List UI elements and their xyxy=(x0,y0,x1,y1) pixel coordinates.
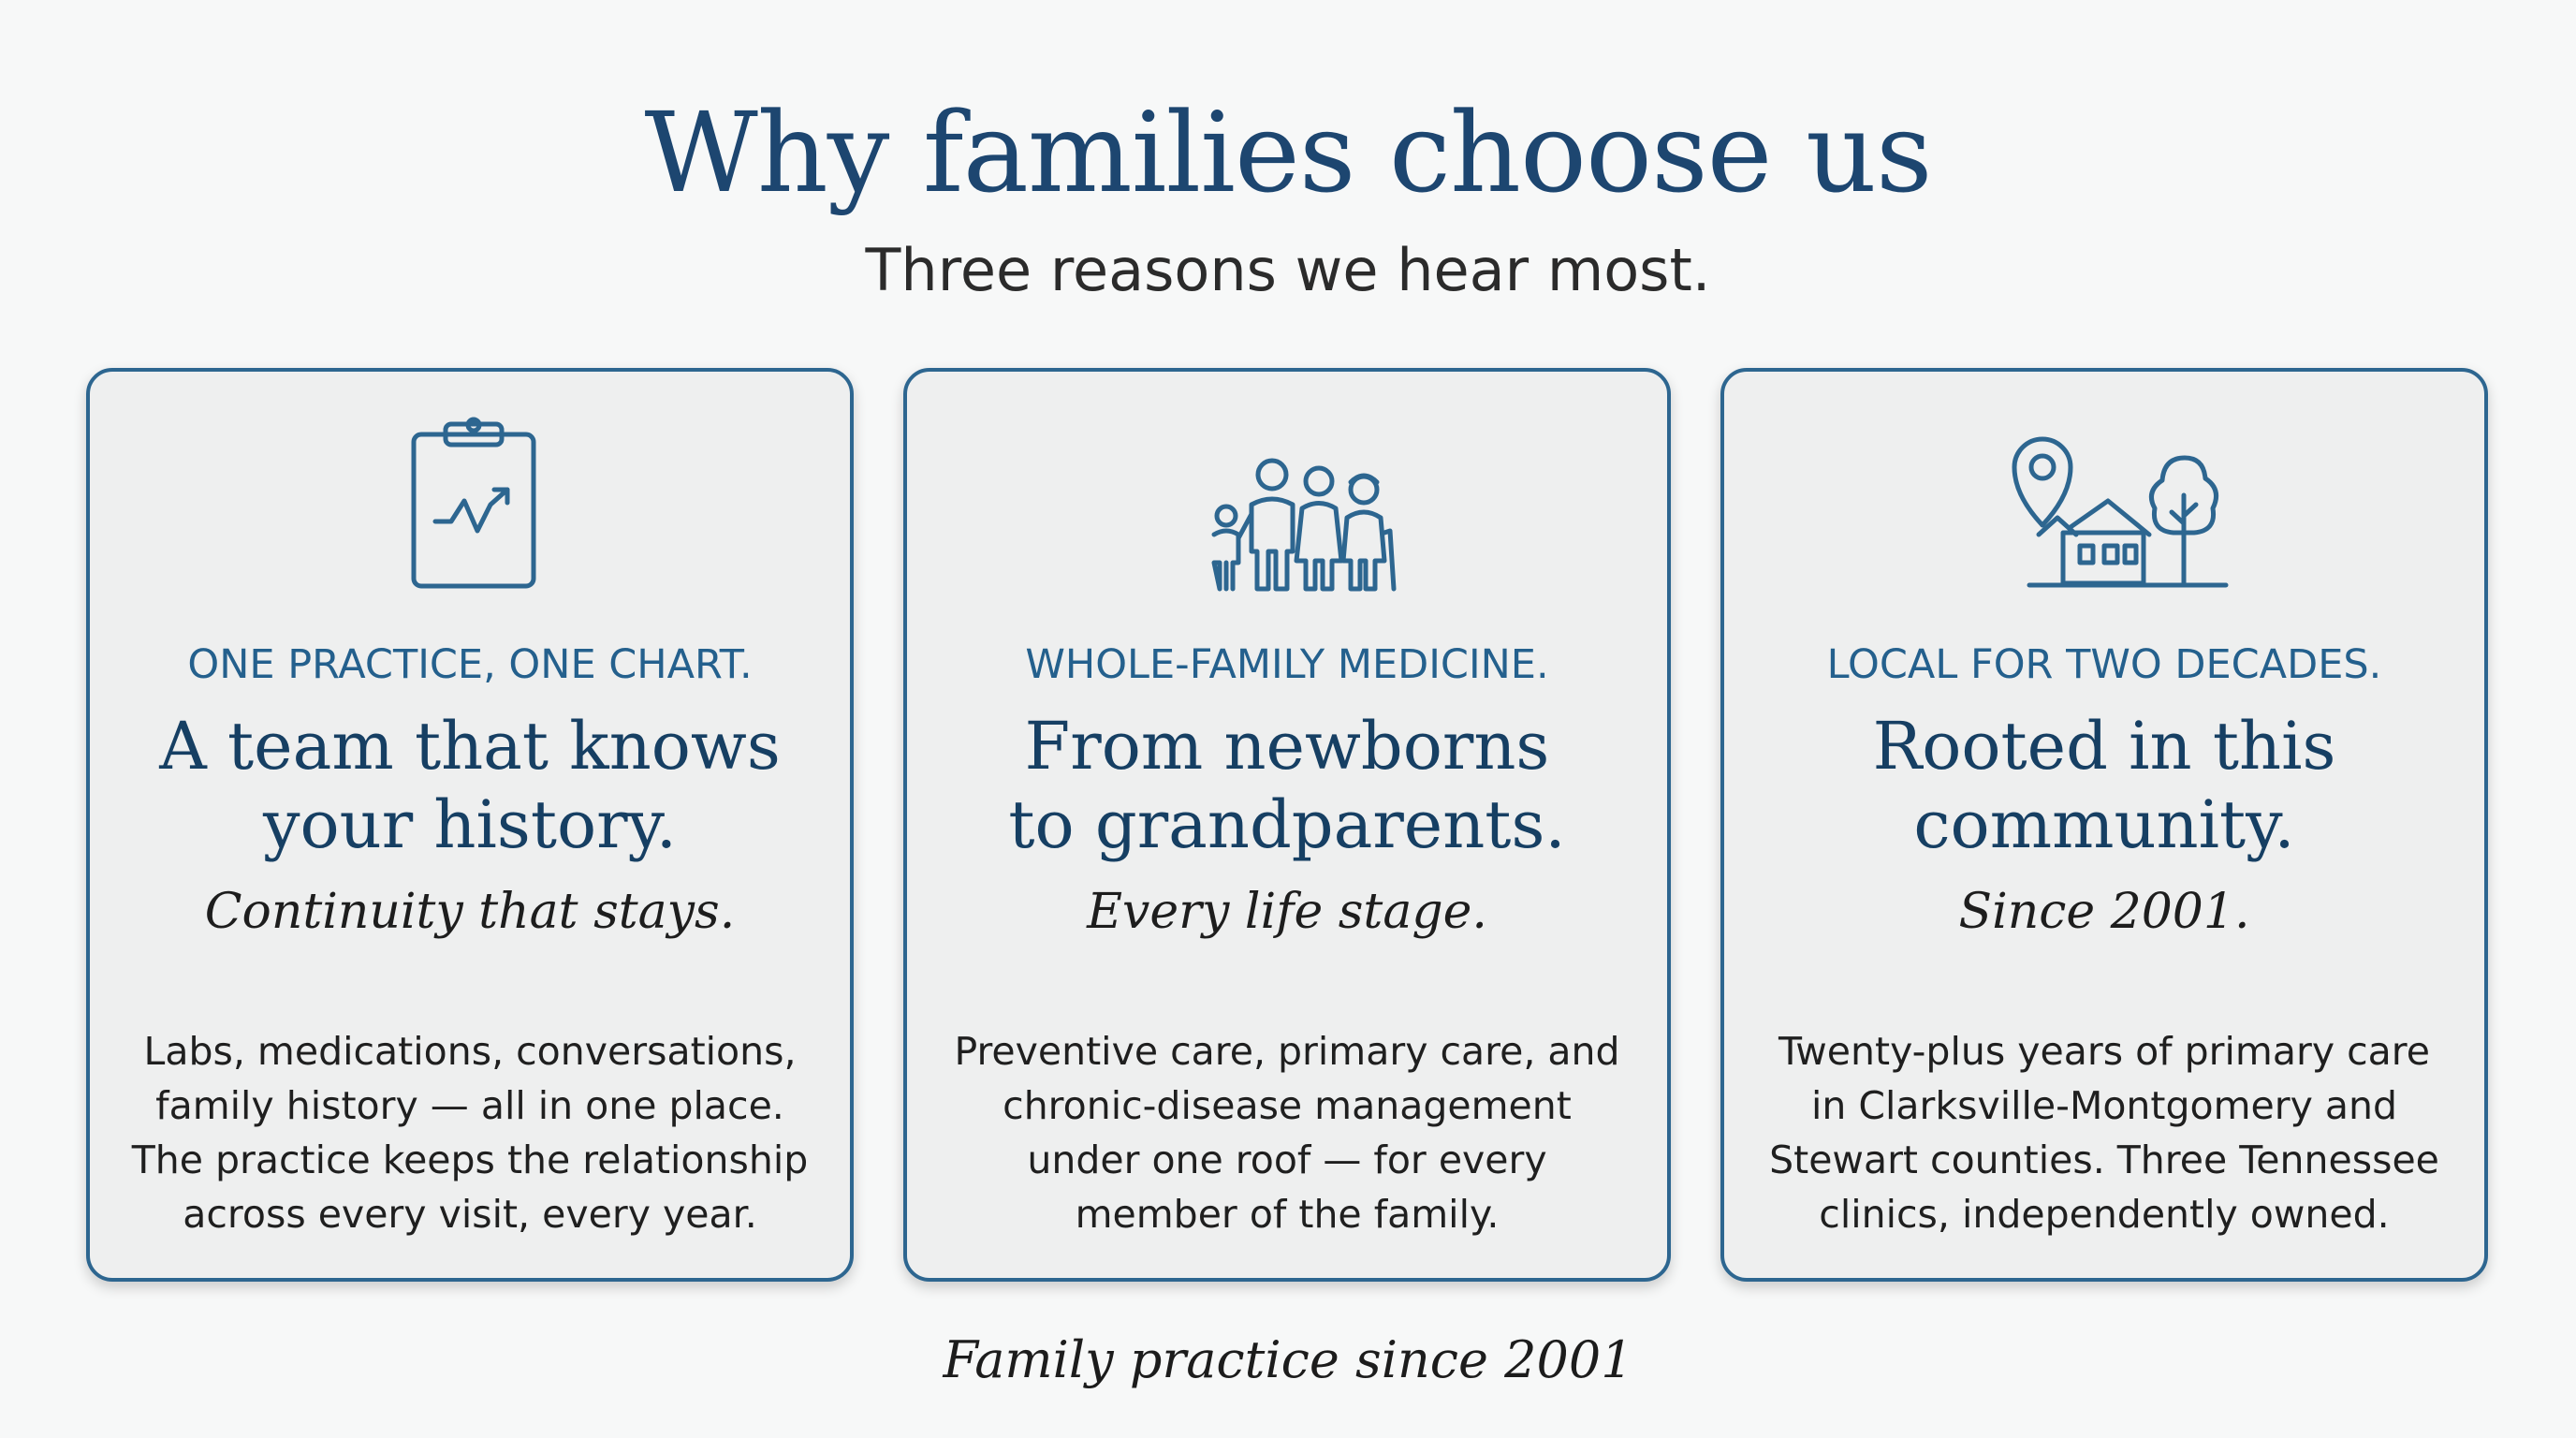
card-body xyxy=(90,1024,850,1241)
card-body xyxy=(1724,1024,2484,1241)
card-body-line: Labs, medications, conversations, xyxy=(143,1029,797,1074)
card-heading-line: to grandparents. xyxy=(1008,786,1566,863)
page-subtitle: Three reasons we hear most. xyxy=(865,236,1711,304)
family-icon xyxy=(1150,411,1431,598)
card-heading xyxy=(90,707,850,864)
card-heading xyxy=(907,707,1667,864)
card-body-line: The practice keeps the relationship xyxy=(131,1137,809,1182)
card-body-line: across every visit, every year. xyxy=(183,1192,757,1237)
card-heading-line: A team that knows xyxy=(159,708,781,785)
clipboard-chart-icon xyxy=(333,411,614,598)
location-house-tree-icon xyxy=(1968,411,2248,598)
footer-note: Family practice since 2001 xyxy=(943,1330,1633,1389)
card-heading-line: From newborns xyxy=(1024,708,1550,785)
card-body-line: Stewart counties. Three Tennessee xyxy=(1769,1137,2439,1182)
card-body-line: family history — all in one place. xyxy=(155,1083,784,1128)
card-body-line: Twenty-plus years of primary care xyxy=(1778,1029,2430,1074)
card-kicker: LOCAL FOR TWO DECADES. xyxy=(1826,641,2382,688)
page-title: Why families choose us xyxy=(644,88,1932,217)
card-heading-line: Rooted in this xyxy=(1872,708,2336,785)
card-body-line: under one roof — for every xyxy=(1027,1137,1547,1182)
card-continuity xyxy=(86,368,854,1282)
card-body xyxy=(907,1024,1667,1241)
card-tagline: Every life stage. xyxy=(1087,884,1487,940)
card-body-line: chronic-disease management xyxy=(1003,1083,1572,1128)
card-kicker: ONE PRACTICE, ONE CHART. xyxy=(187,641,753,688)
card-body-line: Preventive care, primary care, and xyxy=(954,1029,1620,1074)
card-tagline: Since 2001. xyxy=(1958,884,2250,940)
card-heading-line: your history. xyxy=(262,786,678,863)
card-whole-family xyxy=(903,368,1671,1282)
card-kicker: WHOLE-FAMILY MEDICINE. xyxy=(1025,641,1549,688)
card-body-line: clinics, independently owned. xyxy=(1819,1192,2390,1237)
card-tagline: Continuity that stays. xyxy=(204,884,736,940)
card-heading-line: community. xyxy=(1913,786,2295,863)
card-heading xyxy=(1724,707,2484,864)
card-local xyxy=(1720,368,2488,1282)
card-body-line: member of the family. xyxy=(1075,1192,1500,1237)
card-body-line: in Clarksville-Montgomery and xyxy=(1810,1083,2398,1128)
